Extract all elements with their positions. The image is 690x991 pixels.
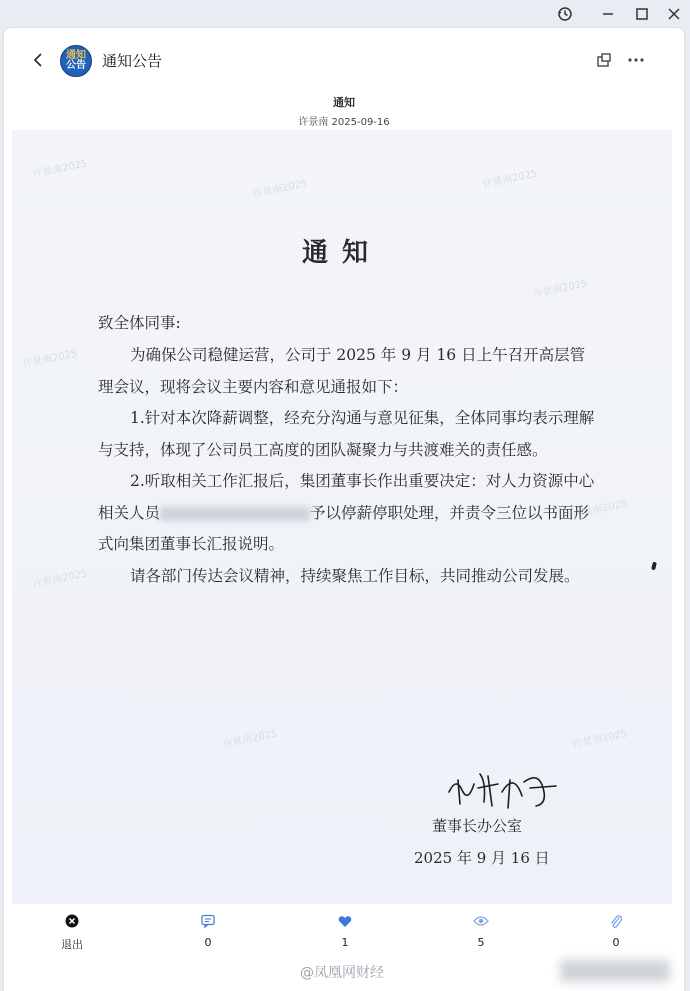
letter-paragraph-part: 予以停薪停职处理，并责令三位以书面形式向集团董事长汇报说明。 — [98, 503, 590, 553]
letter-paragraph: 1.针对本次降薪调整，经充分沟通与意见征集，全体同事均表示理解与支持，体现了公司员工高度的团队凝聚力与共渡难关的责任感。 — [98, 409, 595, 459]
source-watermark: @凤凰网财经 — [300, 965, 384, 981]
maximize-icon[interactable] — [630, 2, 654, 26]
logo-top-text: 通知 — [66, 50, 86, 61]
watermark: 许景南2025 — [251, 178, 309, 201]
app-header — [4, 28, 684, 92]
watermark: 许景南2025 — [481, 168, 539, 191]
document-meta-subtitle: 许景南 2025-09-16 — [298, 117, 390, 128]
letter-salutation: 致全体同事: — [98, 314, 181, 332]
watermark: 许景南2025 — [221, 728, 279, 751]
open-window-icon[interactable] — [592, 48, 616, 72]
letter-paragraph — [98, 466, 600, 561]
document-meta-title: 通知 — [333, 96, 355, 109]
exit-button[interactable] — [42, 912, 102, 952]
close-circle-icon — [63, 912, 81, 930]
back-button[interactable] — [26, 48, 50, 72]
close-icon[interactable] — [662, 2, 686, 26]
letter-paragraph-part: 2.听取相关工作汇报后，集团董事长作出重要决定：对人力资源中心相关人员 — [98, 472, 595, 522]
watermark: 许景南2025 — [571, 498, 629, 521]
heart-icon — [336, 912, 354, 930]
watermark: 许景南2025 — [531, 278, 589, 301]
likes-button[interactable] — [315, 912, 375, 949]
eye-icon — [472, 912, 490, 930]
chevron-left-icon — [32, 52, 44, 68]
views-count: 5 — [477, 936, 485, 949]
letter-paragraph: 为确保公司稳健运营，公司于 2025 年 9 月 16 日上午召开高层管理会议，现将会议主要内容和意见通报如下： — [98, 346, 586, 396]
letter-paragraph: 请各部门传达会议精神，持续聚焦工作目标，共同推动公司发展。 — [130, 566, 580, 585]
attachments-button[interactable] — [586, 912, 646, 949]
app-window — [4, 28, 684, 991]
watermark: 许景南2025 — [21, 348, 79, 371]
handwritten-signature — [444, 762, 564, 812]
comments-count: 0 — [204, 936, 212, 949]
watermark: 许景南2025 — [571, 728, 629, 751]
app-logo — [60, 45, 92, 77]
signing-department: 董事长办公室 — [432, 817, 523, 835]
watermark: 许景南2025 — [31, 158, 89, 181]
likes-count: 1 — [341, 936, 349, 949]
watermark: 许景南2025 — [31, 568, 89, 591]
paperclip-icon — [607, 912, 625, 930]
signing-date: 2025 年 9 月 16 日 — [414, 849, 550, 867]
minimize-icon[interactable] — [596, 2, 620, 26]
views-button[interactable] — [451, 912, 511, 949]
attachments-count: 0 — [612, 936, 620, 949]
history-icon[interactable] — [553, 2, 577, 26]
more-icon[interactable] — [624, 48, 648, 72]
window-titlebar — [0, 0, 690, 28]
page-title: 通知公告 — [102, 52, 163, 70]
letter-title: 通知 — [301, 238, 382, 268]
comment-icon — [199, 912, 217, 930]
document-image — [12, 130, 672, 904]
letter-body — [98, 340, 600, 592]
stray-ink-mark — [651, 562, 657, 571]
redacted-names — [160, 507, 310, 521]
exit-label: 退出 — [61, 938, 83, 951]
blurred-region — [560, 960, 670, 982]
comments-button[interactable] — [178, 912, 238, 949]
logo-bottom-text: 公告 — [66, 60, 86, 71]
